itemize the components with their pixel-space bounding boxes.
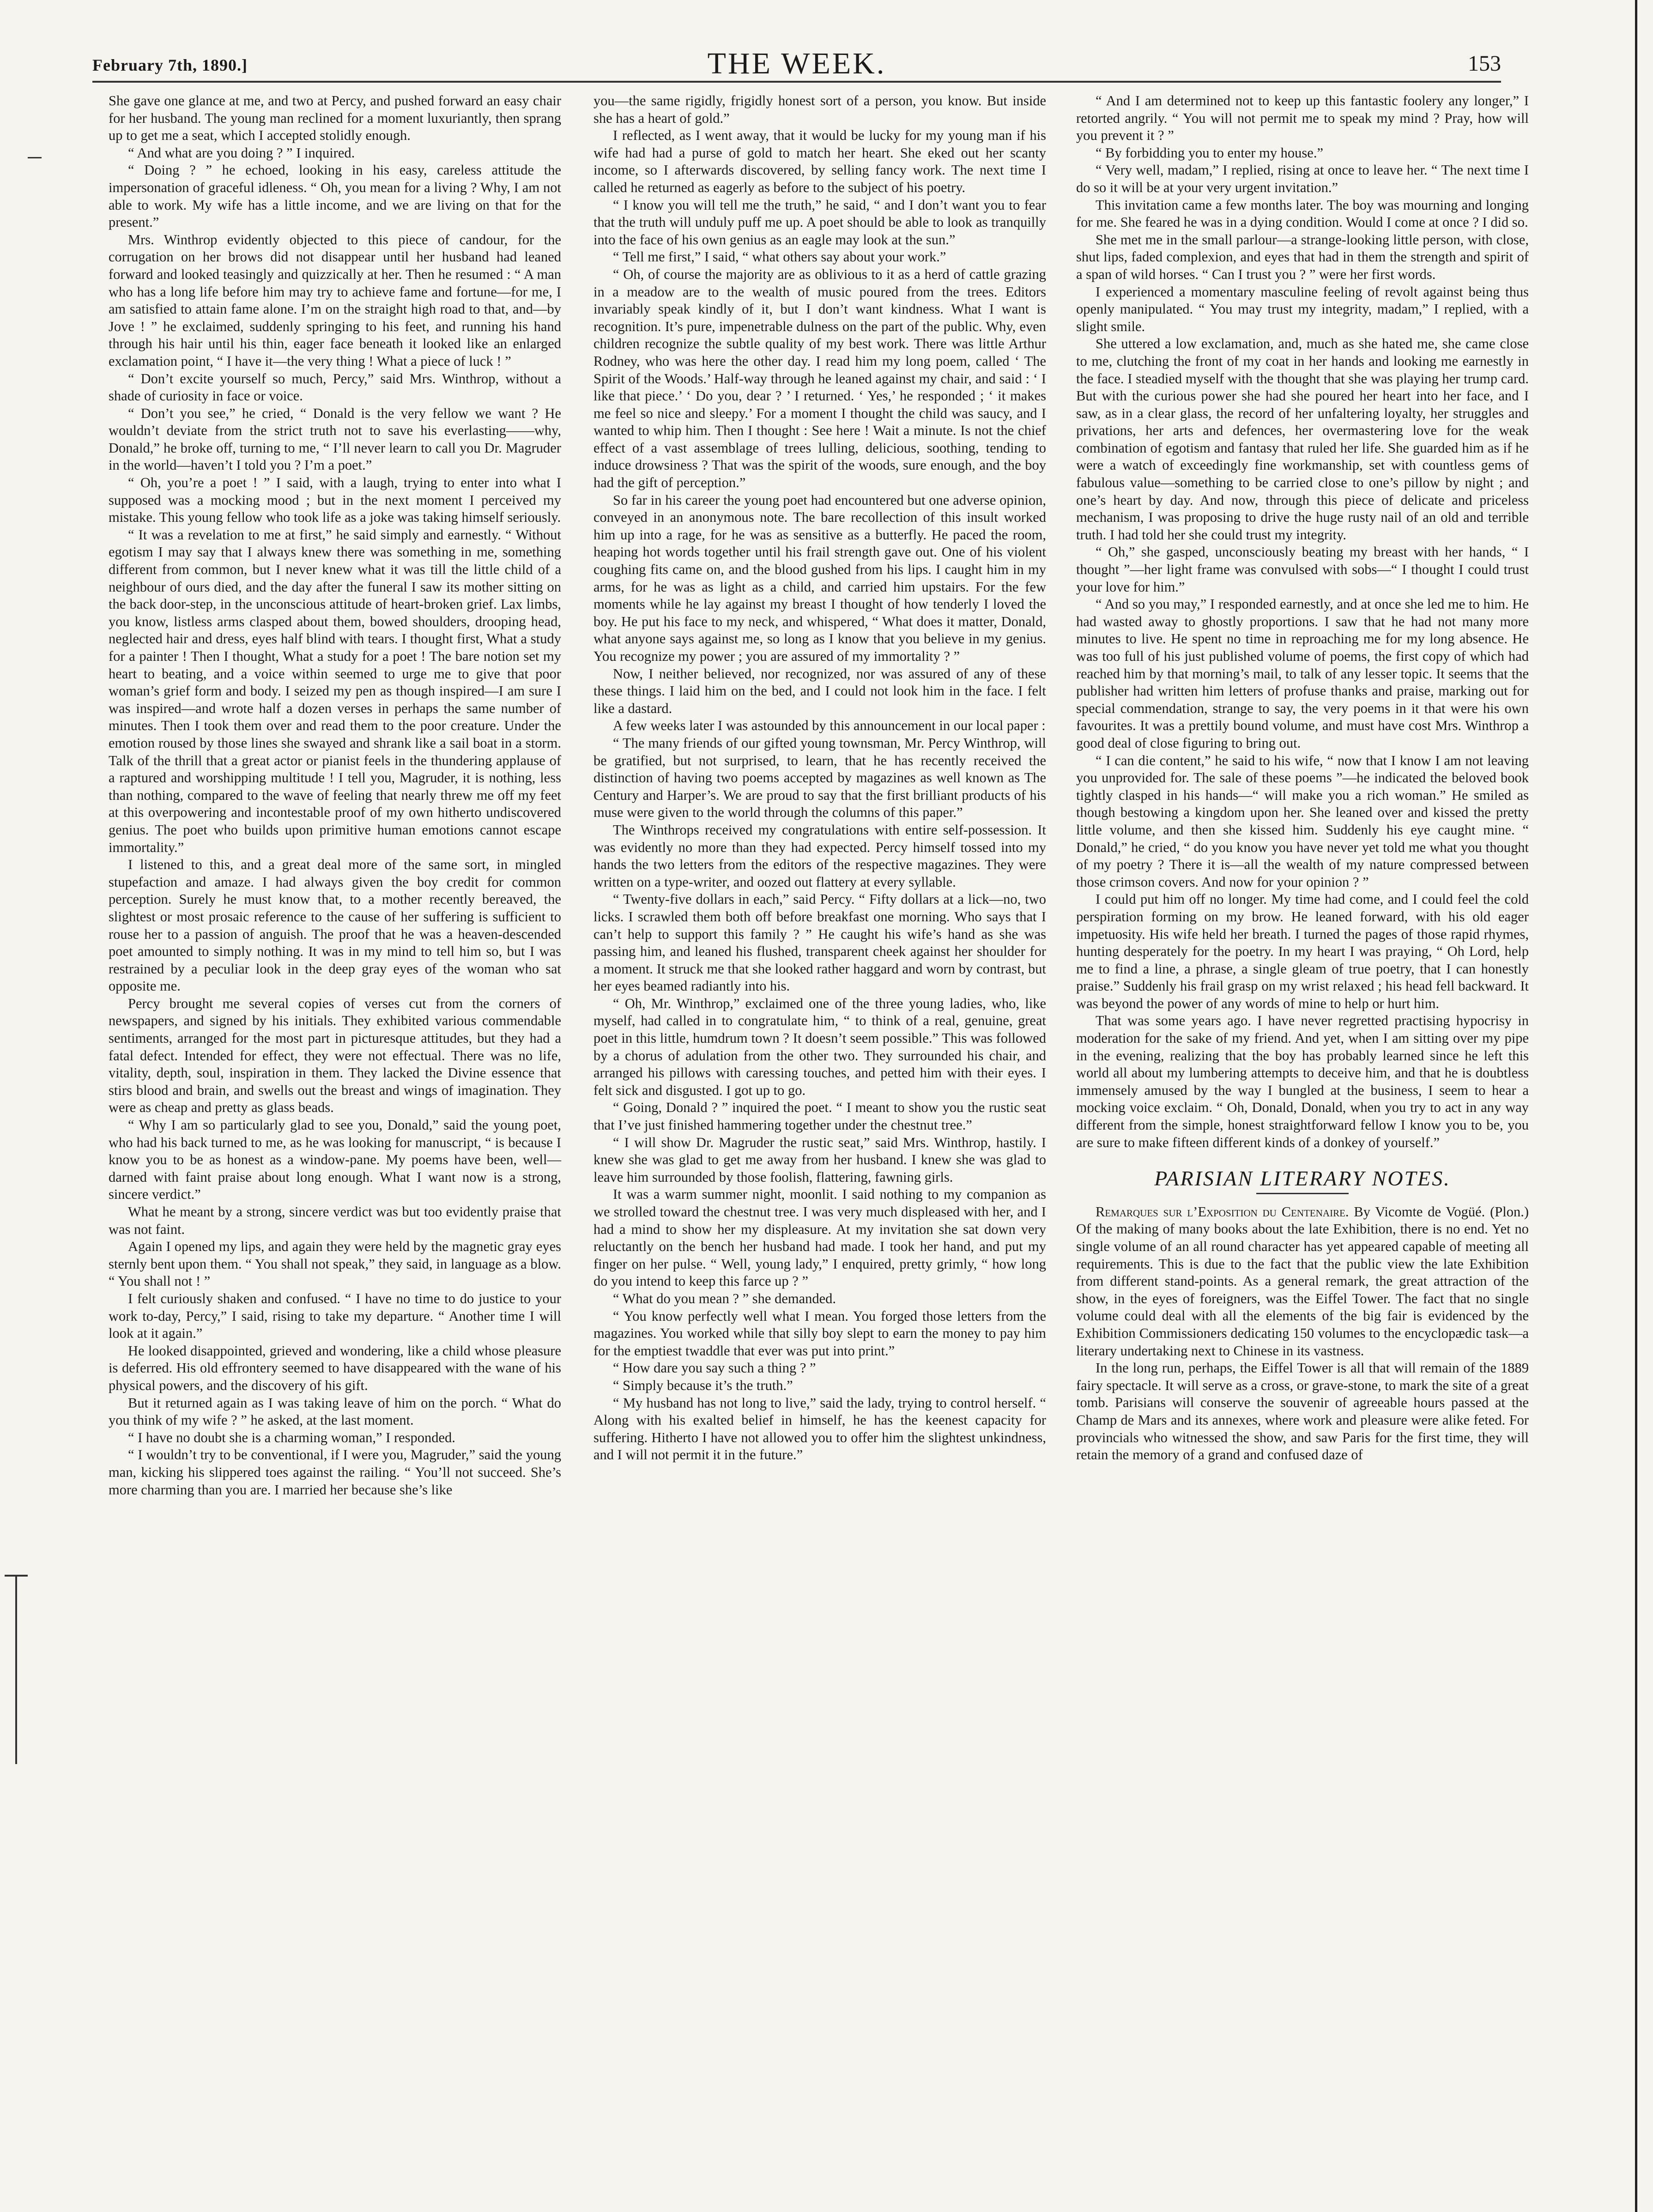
paragraph: The Winthrops received my congratulations with entire self-possession. It was evidently no more than they had expected. Percy himself tossed into my hands the two letters from the editors of the respective magazines. They were written on a type-writer, and oozed out flattery at every syllable.	[593, 822, 1046, 890]
reviewed-book-title: Remarques sur l’Exposition du Centenaire.	[1096, 1203, 1349, 1220]
paragraph: “ Going, Donald ? ” inquired the poet. “ I meant to show you the rustic seat that I’ve just finished hammering together under the chestnut tree.”	[593, 1100, 1046, 1133]
paragraph: This invitation came a few months later. The boy was mourning and longing for me. She feared he was in a dying condition. Would I come at once ? I did so.	[1076, 197, 1529, 230]
paragraph: “ Oh,” she gasped, unconsciously beating my breast with her hands, “ I thought ”—her light frame was convulsed with sobs—“ I thought I could trust your love for him.”	[1076, 544, 1529, 595]
paragraph: “ The many friends of our gifted young townsman, Mr. Percy Winthrop, will be gratified, but not surprised, to learn, that he has recently received the distinction of having two poems accepted by magazines as well known as The Century and Harper’s. We are proud to say that the first brilliant products of his muse were given to the world through the columns of this paper.”	[593, 735, 1046, 821]
paragraph: I listened to this, and a great deal more of the same sort, in mingled stupefaction and amaze. I had always given the boy credit for common perception. Surely he must know that, to a mother recently bereaved, the slightest or most prosaic reference to the cause of her suffering is sufficient to rouse her to a passion of anguish. The proof that he was a heaven-descended poet amounted to simply nothing. It was in my mind to tell him so, but I was restrained by a peculiar look in the deep gray eyes of the woman who sat opposite me.	[109, 857, 561, 994]
paragraph: Mrs. Winthrop evidently objected to this piece of candour, for the corrugation on her brows did not disappear until her husband had leaned forward and looked teasingly and quizzically at her. Then he resumed : “ A man who has a long life before him may try to achieve fame and fortune—for me, I am satisfied to attain fame alone. I’m on the straight high road to that, and—by Jove ! ” he exclaimed, suddenly springing to his feet, and running his hand through his hair until his thin, eager face beneath it looked like an enlarged exclamation point, “ I have it—the very thing ! What a piece of luck ! ”	[109, 231, 561, 369]
paragraph: He looked disappointed, grieved and wondering, like a child whose pleasure is deferred. His old effrontery seemed to have disappeared with the wane of his physical powers, and the discovery of his gift.	[109, 1342, 561, 1393]
paragraph: “ And what are you doing ? ” I inquired.	[128, 145, 355, 161]
paragraph: It was a warm summer night, moonlit. I said nothing to my companion as we strolled toward the chestnut tree. I was very much displeased with her, and I had a mind to show her my displeasure. At my invitation she sat down very reluctantly on the bench her husband had made. I took her hand, and put my finger on her pulse. “ Well, young lady,” I enquired, pretty grimly, “ how long do you intend to keep this farce up ? ”	[593, 1186, 1046, 1289]
issue-date: February 7th, 1890.]	[92, 56, 248, 74]
paragraph: “ I can die content,” he said to his wife, “ now that I know I am not leaving you unprovided for. The sale of these poems ”—he indicated the beloved book tightly clasped in his hands—“ will make you a rich woman.” He smiled as though bestowing a kingdom upon her. She leaned over and kissed the pretty little volume, and then she kissed him. Suddenly his eye caught mine. “ Donald,” he cried, “ do you know you have never yet told me what you thought of my poetry ? There it is—all the wealth of my nature compressed between those crimson covers. And now for your opinion ? ”	[1076, 752, 1529, 890]
paragraph: “ And so you may,” I responded earnestly, and at once she led me to him. He had wasted away to ghostly proportions. I saw that he had not many more minutes to live. He spent no time in reproaching me for my long absence. He was too full of his just published volume of poems, the first copy of which had reached him by that morning’s mail, to talk of any lesser topic. It seems that the publisher had written him letters of profuse thanks and praise, marking out for special commendation, strange to say, the very poems in it that were his own favourites. It was a prettily bound volume, and must have cost Mrs. Winthrop a good deal of close figuring to bring out.	[1076, 596, 1529, 751]
paragraph: “ Simply because it’s the truth.”	[613, 1377, 793, 1393]
paragraph: Percy brought me several copies of verses cut from the corners of newspapers, and signed by his initials. They exhibited various commendable sentiments, arranged for the most part in picturesque attitudes, but they had a fatal defect. Intended for effect, they were not effectual. There was no life, vitality, depth, soul, inspiration in them. They lacked the Divine essence that stirs blood and brain, and swells out the breast and wings of imagination. They were as cheap and pretty as glass beads.	[109, 995, 561, 1116]
paragraph: I experienced a momentary masculine feeling of revolt against being thus openly manipulated. “ You may trust my integrity, madam,” I replied, with a slight smile.	[1076, 284, 1529, 334]
paragraph: Again I opened my lips, and again they were held by the magnetic gray eyes sternly bent upon them. “ You shall not speak,” they said, in language as a blow. “ You shall not ! ”	[109, 1239, 561, 1289]
column-3	[1076, 92, 1529, 1464]
column-2	[593, 92, 1046, 1464]
paragraph: She uttered a low exclamation, and, much as she hated me, she came close to me, clutching the front of my coat in her hands and looking me earnestly in the face. I steadied myself with the thought that she was playing her trump card. But with the curious power she had she poured her heart into her face, and I saw, as in a clear glass, the record of her unfaltering loyalty, her struggles and privations, her arts and defences, her overmastering love for the weak combination of egotism and fantasy that ruled her life. She guarded him as if he were a watch of exceedingly fine workmanship, set with countless gems of fabulous value—something to be carried close to one’s pillow by night ; and one’s heart by day. And now, through this piece of delicate and priceless mechanism, I was proposing to drive the huge rusty nail of an old and terrible truth. I had told her she could trust my integrity.	[1076, 336, 1529, 543]
paragraph: “ How dare you say such a thing ? ”	[613, 1360, 816, 1376]
paragraph: “ Very well, madam,” I replied, rising at once to leave her. “ The next time I do so it will be at your very urgent invitation.”	[1076, 162, 1529, 195]
paragraph: “ Oh, Mr. Winthrop,” exclaimed one of the three young ladies, who, like myself, had called in to congratulate him, “ to think of a real, genuine, great poet in this little, humdrum town ? It doesn’t seem possible.” This was followed by a chorus of adulation from the other two. They surrounded his chair, and arranged his pillows with caressing touches, and petted him with their eyes. I felt sick and disgusted. I got up to go.	[593, 995, 1046, 1098]
margin-rule	[15, 1575, 17, 1764]
paragraph: “ Oh, of course the majority are as oblivious to it as a herd of cattle grazing in a meadow are to the wealth of music poured from the trees. Editors invariably speak kindly of it, but I don’t want kindness. What I want is recognition. It’s pure, impenetrable dulness on the part of the public. Why, even children recognize the subtle quality of my best work. There was little Arthur Rodney, who was here the other day. I read him my long poem, called ‘ The Spirit of the Woods.’ Half-way through he leaned against my chair, and said : ‘ I like that piece.’ ‘ Do you, dear ? ’ I returned. ‘ Yes,’ he responded ; ‘ it makes me feel so nice and sleepy.’ For a moment I thought the child was saucy, and I wanted to whip him. Then I thought : See here ! Wait a minute. Is not the chief effect of a vast assemblage of trees lulling, delicious, soothing, tending to induce drowsiness ? That was the spirit of the woods, sure enough, and the boy had the gift of perception.”	[593, 266, 1046, 491]
paragraph: “ I know you will tell me the truth,” he said, “ and I don’t want you to fear that the truth will unduly puff me up. A poet should be able to look as tranquilly into the face of his own genius as an eagle may look at the sun.”	[593, 197, 1046, 248]
notes-paragraph-1: By Vicomte de Vogüé. (Plon.) Of the making of many books about the late Exhibition, there is no end. Yet no single volume of an all round character has yet appeared capable of meeting all requirements. This is due to the fact that the public view the late Exhibition from different stand-points. As a general remark, the great attraction of the show, in the eyes of foreigners, was the Eiffel Tower. The fact that no single volume could deal with all the elements of the big fair is evidenced by the Exhibition Commissioners dedicating 150 volumes to the encyclopædic task—a literary undertaking next to Chinese in its vastness.	[1076, 1203, 1529, 1359]
paragraph: “ Tell me first,” I said, “ what others say about your work.”	[613, 249, 946, 265]
paragraph: A few weeks later I was astounded by this announcement in our local paper :	[613, 718, 1046, 734]
section-heading: PARISIAN LITERARY NOTES.	[1154, 1166, 1451, 1191]
paragraph: “ And I am determined not to keep up this fantastic foolery any longer,” I retorted angrily. “ You will not permit me to speak my mind ? Pray, how will you prevent it ? ”	[1076, 93, 1529, 144]
paragraph: “ Oh, you’re a poet ! ” I said, with a laugh, trying to enter into what I supposed was a mocking mood ; but in the next moment I perceived my mistake. This young fellow who took life as a joke was taking himself seriously.	[109, 475, 561, 526]
paragraph: I reflected, as I went away, that it would be lucky for my young man if his wife had had a purse of gold to match her heart. She eked out her scanty income, so I afterwards discovered, by selling fancy work. The next time I called he returned as eagerly as before to the subject of his poetry.	[593, 127, 1046, 195]
paragraph: “ It was a revelation to me at first,” he said simply and earnestly. “ Without egotism I may say that I always knew there was something in me, something different from common, but I never knew what it was till the little child of a neighbour of ours died, and the day after the funeral I saw its mother sitting on the back door-step, in the unconscious attitude of heart-broken grief. Lax limbs, you know, listless arms clasped about them, bowed shoulders, drooping head, neglected hair and dress, eyes half blind with tears. I thought first, What a study for a painter ! Then I thought, What a study for a poet ! The bare notion set my heart to beating, and a voice within seemed to urge me to give that poor woman’s grief form and body. I seized my pen as though inspired—I am sure I was inspired—and wrote half a dozen verses in perhaps the same number of minutes. Then I took them over and read them to the poor creature. Under the emotion roused by those lines she swayed and shrank like a sail boat in a storm. Talk of the thrill that a great actor or pianist feels in the thundering applause of a raptured and worshipping multitude ! I tell you, Magruder, it is nothing, less than nothing, compared to the wave of feeling that nearly threw me off my feet at this overpowering and incontestable proof of my own hitherto undiscovered genius. The poet who builds upon primitive human emotions cannot escape immortality.”	[109, 526, 561, 855]
paragraph: What he meant by a strong, sincere verdict was but too evidently praise that was not faint.	[109, 1204, 561, 1237]
paragraph: “ Don’t excite yourself so much, Percy,” said Mrs. Winthrop, without a shade of curiosity in face or voice.	[109, 370, 561, 404]
paragraph: She gave one glance at me, and two at Percy, and pushed forward an easy chair for her husband. The young man reclined for a moment luxuriantly, then sprang up to get me a seat, which I accepted stolidly enough.	[109, 93, 561, 144]
paragraph: “ I have no doubt she is a charming woman,” I responded.	[128, 1429, 455, 1445]
paragraph: “ Doing ? ” he echoed, looking in his easy, careless attitude the impersonation of graceful idleness. “ Oh, you mean for a living ? Why, I am not able to work. My wife has a little income, and we are living on that for the present.”	[109, 162, 561, 230]
paragraph: “ Don’t you see,” he cried, “ Donald is the very fellow we want ? He wouldn’t deviate from the strict truth not to save his everlasting——why, Donald,” he broke off, turning to me, “ I’ll never learn to call you Dr. Magruder in the world—haven’t I told you ? I’m a poet.”	[109, 405, 561, 473]
paragraph: “ You know perfectly well what I mean. You forged those letters from the magazines. You worked while that silly boy slept to earn the money to pay him for the emptiest twaddle that ever was put into print.”	[593, 1308, 1046, 1359]
paragraph: you—the same rigidly, frigidly honest sort of a person, you know. But inside she has a heart of gold.”	[593, 93, 1046, 126]
paragraph: “ What do you mean ? ” she demanded.	[613, 1290, 836, 1306]
masthead-title: THE WEEK.	[707, 47, 886, 80]
page-edge-line	[1635, 0, 1637, 2212]
notes-paragraph-2: In the long run, perhaps, the Eiffel Tower is all that will remain of the 1889 fairy spectacle. It will serve as a cross, or grave-stone, to mark the site of a great tomb. Parisians will conserve the souvenir of agreeable hours passed at the Champ de Mars and its annexes, where work and pleasure were alike feted. For provincials who witnessed the show, and saw Paris for the first time, they will retain the memory of a grand and confused daze of	[1076, 1360, 1529, 1463]
paragraph: Now, I neither believed, nor recognized, nor was assured of any of these these things. I laid him on the bed, and I could not look him in the face. I felt like a dastard.	[593, 665, 1046, 716]
paragraph: So far in his career the young poet had encountered but one adverse opinion, conveyed in an anonymous note. The bare recollection of this insult worked him up into a rage, for he was as sensitive as a butterfly. He paced the room, heaping hot words together until his frail strength gave out. One of his violent coughing fits came on, and the blood gushed from his lips. I caught him in my arms, for he was as light as a child, and carried him upstairs. For the few moments while he lay against my breast I thought of how tenderly I loved the boy. He put his face to my neck, and whispered, “ What does it matter, Donald, what anyone says against me, so long as I know that you believe in my genius. You recognize my power ; you are assured of my immortality ? ”	[593, 492, 1046, 664]
paragraph: “ Why I am so particularly glad to see you, Donald,” said the young poet, who had his back turned to me, as he was looking for manuscript, “ is because I know you to be as honest as a window-pane. My poems have been, well—darned with faint praise about long enough. What I want now is a strong, sincere verdict.”	[109, 1117, 561, 1203]
column-1	[109, 92, 561, 1499]
margin-tick	[28, 157, 42, 158]
paragraph: “ Twenty-five dollars in each,” said Percy. “ Fifty dollars at a lick—no, two licks. I scrawled them both off before breakfast one morning. Who says that I can’t help to support this family ? ” He caught his wife’s hand as she was passing him, and leaned his flushed, transparent cheek against her shoulder for a moment. It struck me that she looked rather haggard and worn by contrast, but her eyes beamed radiantly into his.	[593, 891, 1046, 994]
section-divider	[1256, 1193, 1349, 1194]
paragraph: “ My husband has not long to live,” said the lady, trying to control herself. “ Along with his exalted belief in himself, he has the keenest capacity for suffering. Hitherto I have not allowed you to offer him the slightest unkindness, and I will not permit it in the future.”	[593, 1395, 1046, 1463]
paragraph: That was some years ago. I have never regretted practising hypocrisy in moderation for the sake of my friend. And yet, when I am sitting over my pipe in the evening, realizing that the boy has probably learned since he left this world all about my lumbering attempts to deceive him, and that he is doubtless immensely amused by the way I bungled at the business, I seem to hear a mocking voice exclaim. “ Oh, Donald, Donald, when you try to act in any way different from the simple, honest straightforward fellow I know you to be, you are sure to make fifteen different kinds of a donkey of yourself.”	[1076, 1013, 1529, 1150]
paragraph: “ By forbidding you to enter my house.”	[1096, 145, 1323, 161]
notes-first-paragraph	[1076, 1203, 1529, 1360]
paragraph: But it returned again as I was taking leave of him on the porch. “ What do you think of my wife ? ” he asked, at the last moment.	[109, 1395, 561, 1428]
paragraph: “ I wouldn’t try to be conventional, if I were you, Magruder,” said the young man, kicking his slippered toes against the railing. “ You’ll not succeed. She’s more charming than you are. I married her because she’s like	[109, 1447, 561, 1498]
header-rule	[92, 81, 1501, 83]
column-3-story	[1076, 92, 1529, 1151]
page-number: 153	[1468, 51, 1501, 76]
paragraph: I felt curiously shaken and confused. “ I have no time to do justice to your work to-day, Percy,” I said, rising to take my departure. “ Another time I will look at it again.”	[109, 1290, 561, 1342]
paragraph: I could put him off no longer. My time had come, and I could feel the cold perspiration forming on my brow. He leaned forward, with his old eager impetuosity. His wife held her breath. I turned the pages of those rapid rhymes, hunting desperately for the poetry. In my heart I was praying, “ Oh Lord, help me to find a line, a phrase, a single gleam of true poetry, that I can honestly praise.” Suddenly his frail grasp on my wrist relaxed ; his head fell backward. It was beyond the power of any words of mine to help or hurt him.	[1076, 891, 1529, 1011]
paragraph: “ I will show Dr. Magruder the rustic seat,” said Mrs. Winthrop, hastily. I knew she was glad to get me away from her husband. I knew she was glad to leave him surrounded by those foolish, flattering, fawning girls.	[593, 1134, 1046, 1185]
paragraph: She met me in the small parlour—a strange-looking little person, with close, shut lips, faded complexion, and eyes that had in them the strength and spirit of a span of wild horses. “ Can I trust you ? ” were her first words.	[1076, 231, 1529, 282]
